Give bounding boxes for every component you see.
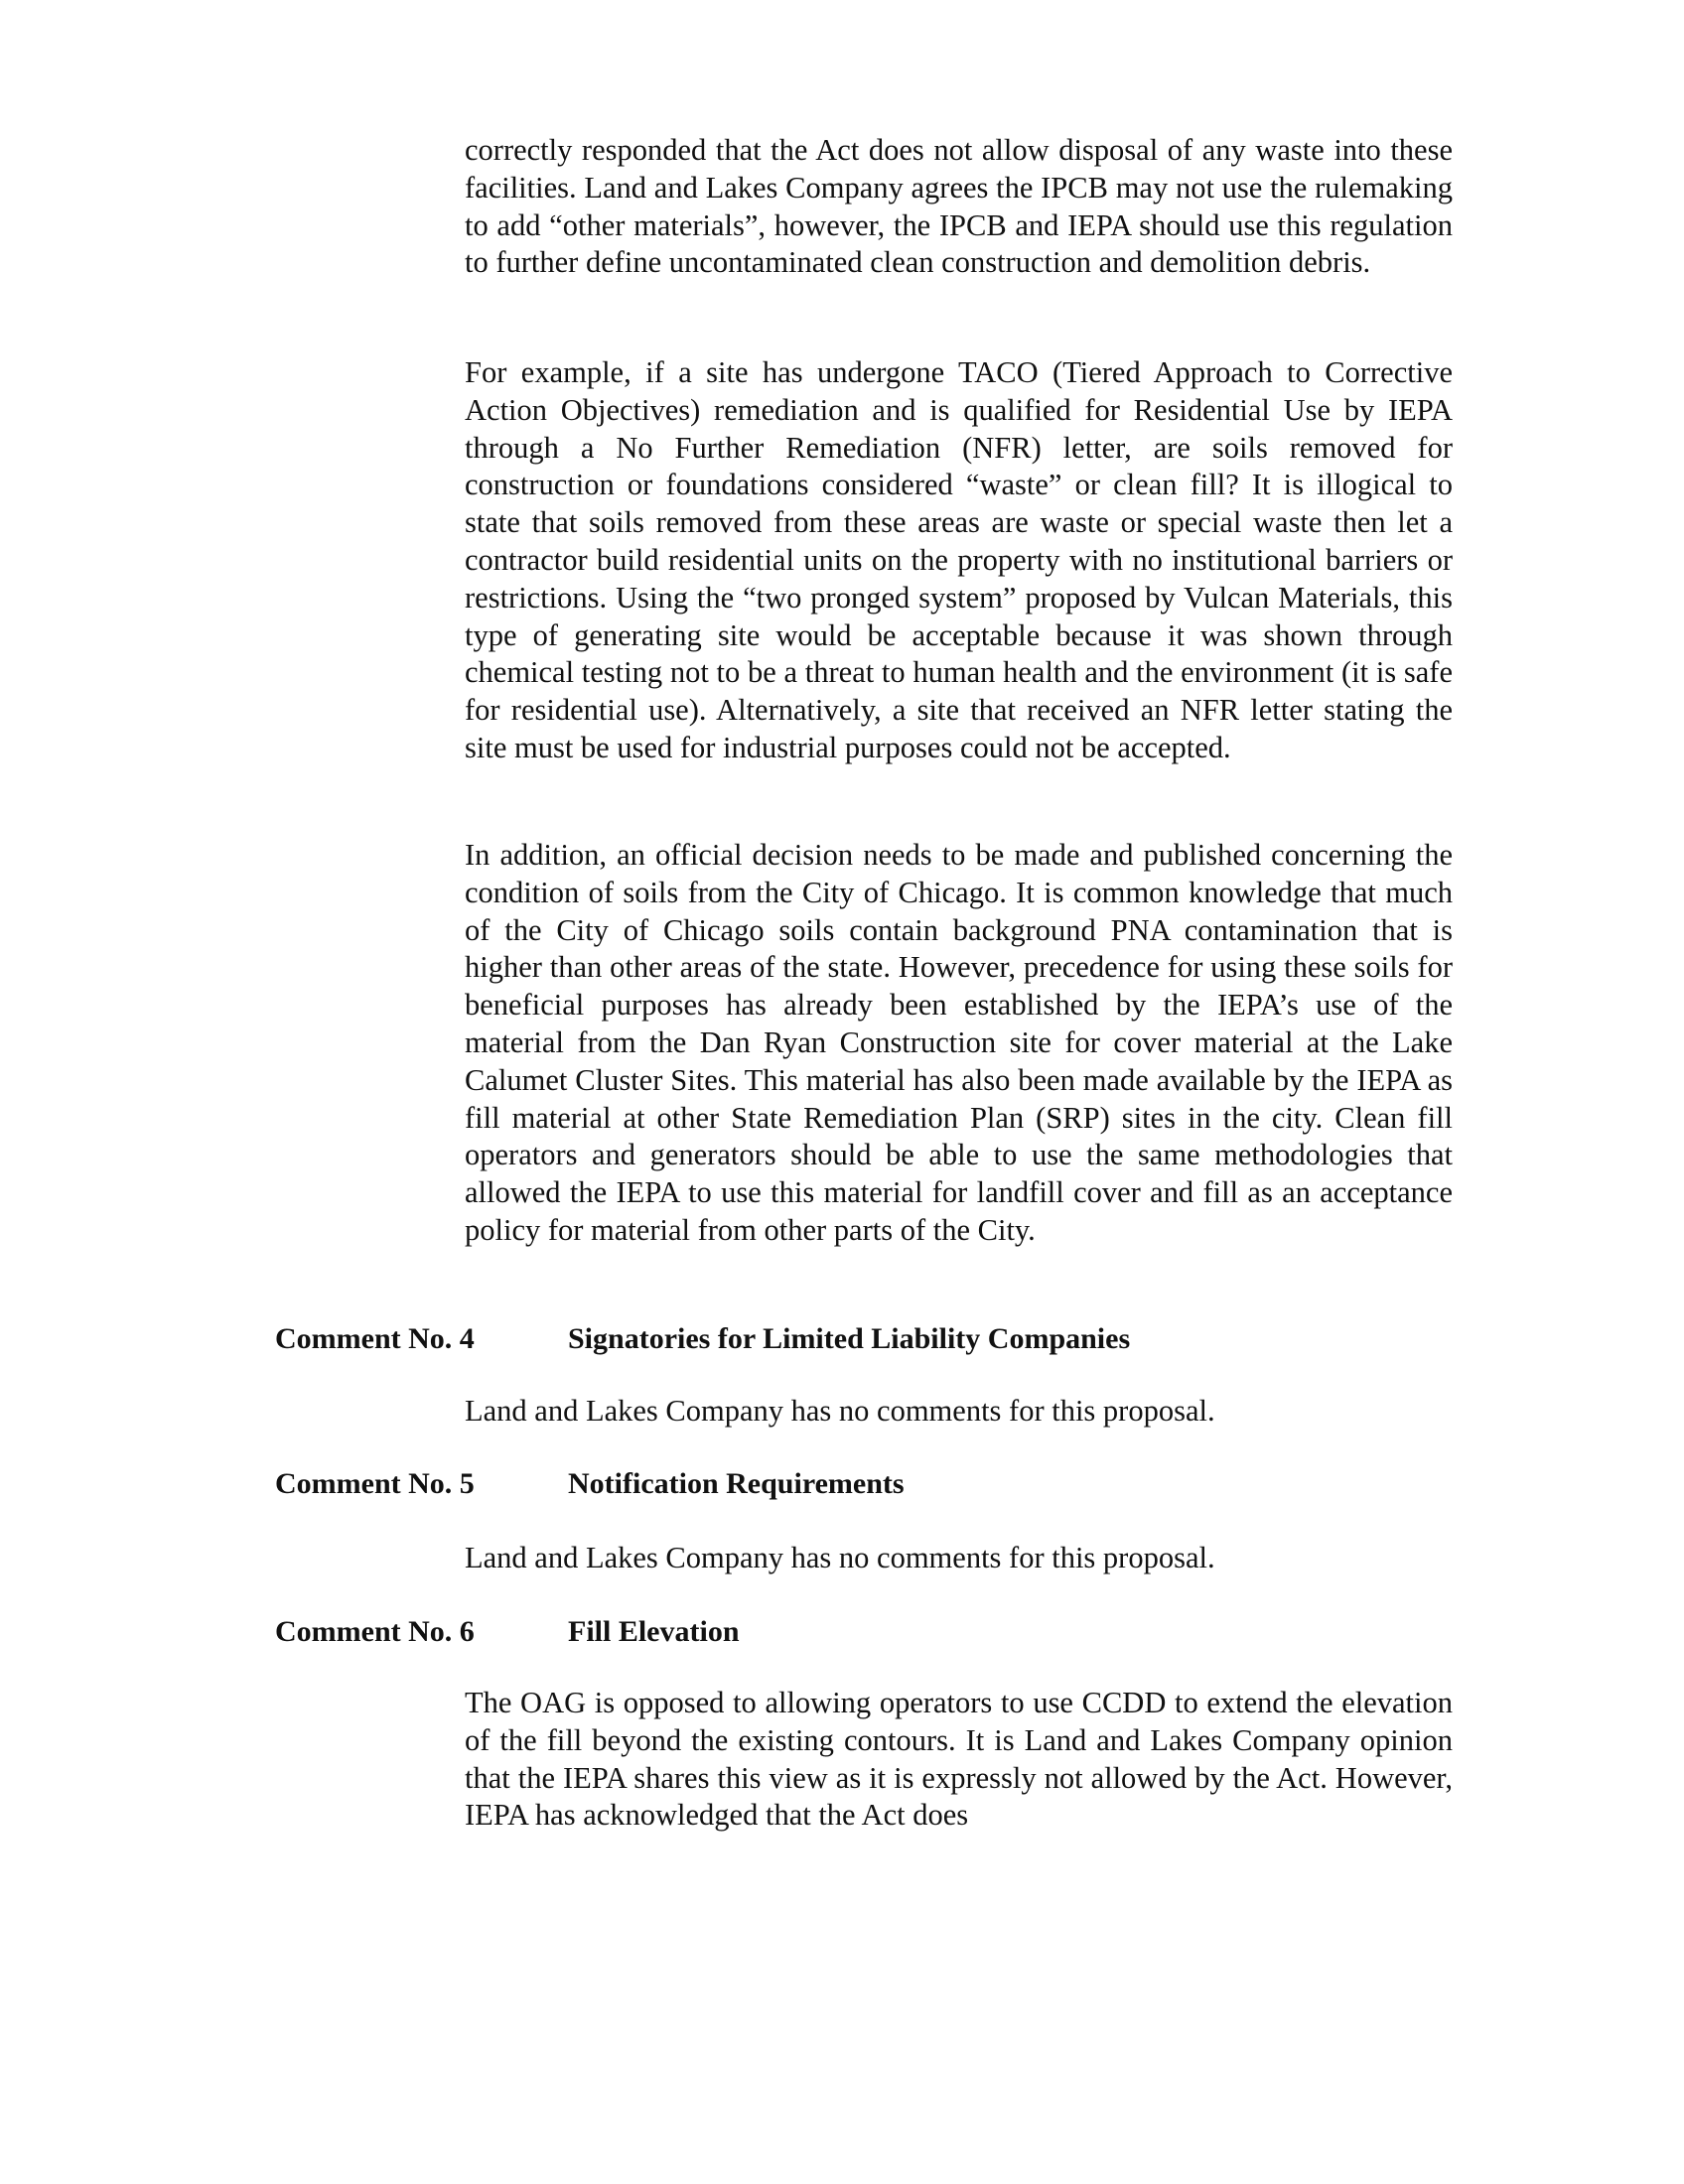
comment-6-title: Fill Elevation <box>568 1615 740 1648</box>
paragraph-chicago-soils: In addition, an official decision needs to be made and published concerning the condition of soils from the City of Chicago. It is common knowledge that much of the City of Chicago soils contain background PNA contamination that is higher than other areas of the state. However, precedence for using these soils for beneficial purposes has already been established by the IEPA’s use of the material from the Dan Ryan Construction site for cover material at the Lake Calumet Cluster Sites. This material has also been made available by the IEPA as fill material at other State Remediation Plan (SRP) sites in the city. Clean fill operators and generators should be able to use the same methodologies that allowed the IEPA to use this material for landfill cover and fill as an acceptance policy for material from other parts of the City. <box>465 838 1453 1247</box>
comment-4-title: Signatories for Limited Liability Companies <box>568 1322 1131 1355</box>
comment-4-body: Land and Lakes Company has no comments for this proposal. <box>465 1394 1215 1428</box>
comment-6-body: The OAG is opposed to allowing operators to use CCDD to extend the elevation of the fill beyond the existing contours. It is Land and Lakes Company opinion that the IEPA shares this view as it is expressly not allowed by the Act. However, IEPA has acknowledged that the Act does <box>465 1686 1453 1833</box>
comment-6-number: Comment No. 6 <box>275 1615 475 1648</box>
comment-5-title: Notification Requirements <box>568 1467 905 1500</box>
comment-4-heading <box>275 1322 1130 1356</box>
comment-5-body: Land and Lakes Company has no comments for this proposal. <box>465 1541 1215 1574</box>
comment-5-heading <box>275 1467 905 1501</box>
paragraph-disposal: correctly responded that the Act does not allow disposal of any waste into these facilities. Land and Lakes Company agrees the IPCB may not use the rulemaking to add “other materials”, however, the IPCB and IEPA should use this regulation to further define uncontaminated clean construction and demolition debris. <box>465 133 1453 280</box>
comment-4-number: Comment No. 4 <box>275 1322 475 1355</box>
comment-6-heading <box>275 1615 740 1649</box>
comment-5-number: Comment No. 5 <box>275 1467 475 1500</box>
paragraph-taco-example: For example, if a site has undergone TACO (Tiered Approach to Corrective Action Objectives) remediation and is qualified for Residential Use by IEPA through a No Further Remediation (NFR) letter, are soils removed for construction or foundations considered “waste” or clean fill? It is illogical to state that soils removed from these areas are waste or special waste then let a contractor build residential units on the property with no institutional barriers or restrictions. Using the “two pronged system” proposed by Vulcan Materials, this type of generating site would be acceptable because it was shown through chemical testing not to be a threat to human health and the environment (it is safe for residential use). Alternatively, a site that received an NFR letter stating the site must be used for industrial purposes could not be accepted. <box>465 355 1453 764</box>
